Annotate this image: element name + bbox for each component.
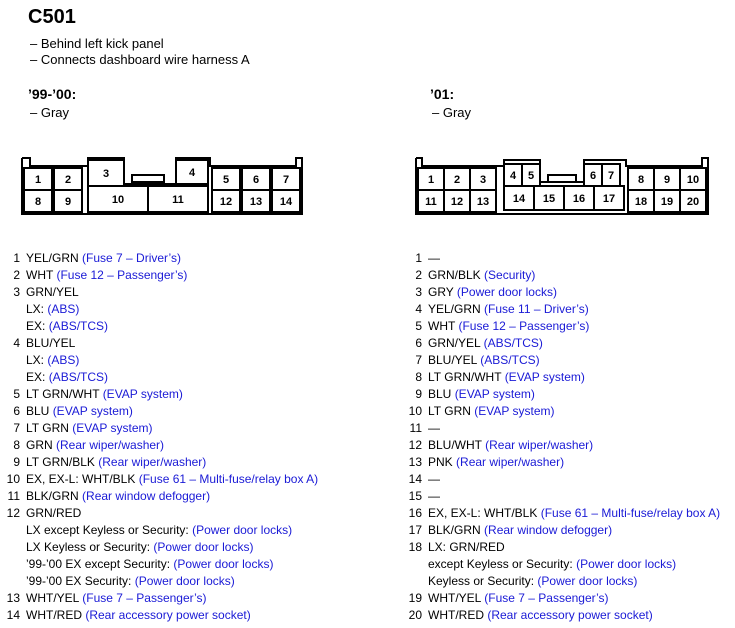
- pin-number: 19: [408, 591, 422, 605]
- pin-number: 1: [13, 251, 20, 265]
- pin-number: 14: [408, 472, 422, 486]
- wire-color: WHT/RED: [428, 608, 484, 622]
- variant-description: (Power door locks): [153, 540, 254, 554]
- circuit-description: (Rear window defogger): [82, 489, 211, 503]
- pin-number: 4: [13, 336, 20, 350]
- wire-color: EX, EX-L: WHT/BLK: [26, 472, 136, 486]
- variant-description: (Power door locks): [173, 557, 274, 571]
- pin-number: 13: [408, 455, 422, 469]
- pin-row: [402, 318, 735, 335]
- cavity-number: 6: [252, 174, 260, 186]
- pin-number: 15: [408, 489, 422, 503]
- right-section-title: ’01:: [430, 86, 455, 102]
- circuit-description: (Rear wiper/washer): [485, 438, 594, 452]
- cavity-number: 14: [279, 196, 293, 208]
- cavity-number: 12: [219, 196, 233, 208]
- cavity-number: 17: [602, 193, 616, 205]
- variant-label: EX:: [26, 319, 46, 333]
- cavity-number: 20: [686, 196, 700, 208]
- pin-row: [0, 454, 380, 471]
- cavity-number: 5: [527, 170, 535, 182]
- pin-number: 18: [408, 540, 422, 554]
- cavity-number: 5: [222, 174, 230, 186]
- circuit-description: (Fuse 61 – Multi-fuse/relay box A): [540, 506, 721, 520]
- pin-number: 8: [13, 438, 20, 452]
- wire-color: LT GRN/BLK: [26, 455, 95, 469]
- circuit-description: (Rear accessory power socket): [85, 608, 251, 622]
- circuit-description: (Rear window defogger): [484, 523, 613, 537]
- cavity-number: 14: [512, 193, 526, 205]
- circuit-description: (Fuse 11 – Driver’s): [484, 302, 589, 316]
- pin-row: [402, 403, 735, 420]
- variant-label: LX Keyless or Security:: [26, 540, 151, 554]
- circuit-description: (EVAP system): [474, 404, 555, 418]
- pin-row: [0, 471, 380, 488]
- pin-row: [402, 437, 735, 454]
- pin-row: [402, 420, 735, 437]
- variant-description: (ABS): [47, 353, 80, 367]
- cavity-number: 10: [686, 174, 700, 186]
- circuit-description: (EVAP system): [102, 387, 183, 401]
- pin-variant: [402, 556, 735, 573]
- wire-color: GRY: [428, 285, 454, 299]
- right-connector-face: [416, 158, 708, 214]
- pin-row: [402, 386, 735, 403]
- pin-row: [402, 250, 735, 267]
- pin-row: [0, 420, 380, 437]
- pin-row: [0, 607, 380, 624]
- pin-row: [0, 488, 380, 505]
- wire-color: BLU/YEL: [428, 353, 477, 367]
- pin-number: 7: [415, 353, 422, 367]
- pin-number: 2: [13, 268, 20, 282]
- pin-number: 4: [415, 302, 422, 316]
- circuit-description: (Fuse 7 – Driver’s): [82, 251, 181, 265]
- cavity-number: 2: [453, 174, 461, 186]
- pin-variant: [0, 301, 380, 318]
- connector-diagrams: [0, 0, 735, 240]
- variant-description: (Power door locks): [192, 523, 293, 537]
- pin-row: [0, 386, 380, 403]
- wire-color: YEL/GRN: [26, 251, 79, 265]
- wire-color: LT GRN/WHT: [428, 370, 502, 384]
- pin-number: 2: [415, 268, 422, 282]
- pin-row: [402, 590, 735, 607]
- wire-color: GRN/YEL: [26, 285, 79, 299]
- circuit-description: (EVAP system): [454, 387, 535, 401]
- cavity-number: 19: [660, 196, 674, 208]
- wire-color: GRN/YEL: [428, 336, 481, 350]
- pin-variant: [0, 573, 380, 590]
- pin-row: [402, 454, 735, 471]
- variant-description: (Power door locks): [576, 557, 677, 571]
- cavity-number: 7: [607, 170, 615, 182]
- pin-row: [402, 505, 735, 522]
- pin-number: 5: [13, 387, 20, 401]
- cavity-number: 8: [34, 196, 42, 208]
- wire-color: GRN: [26, 438, 53, 452]
- circuit-description: (Power door locks): [456, 285, 557, 299]
- wire-color: LT GRN: [428, 404, 471, 418]
- wire-color: BLK/GRN: [26, 489, 79, 503]
- circuit-description: (EVAP system): [52, 404, 133, 418]
- pin-number: 7: [13, 421, 20, 435]
- harness-note: – Connects dashboard wire harness A: [30, 52, 250, 67]
- cavity-number: 1: [427, 174, 435, 186]
- circuit-description: (Rear wiper/washer): [98, 455, 207, 469]
- wire-color: —: [428, 489, 440, 503]
- variant-label: Keyless or Security:: [428, 574, 535, 588]
- variant-label: except Keyless or Security:: [428, 557, 573, 571]
- cavity-number: 13: [249, 196, 263, 208]
- right-color-note: – Gray: [432, 105, 472, 120]
- cavity-number: 2: [64, 174, 72, 186]
- pin-row: [402, 267, 735, 284]
- wire-color: BLU: [428, 387, 452, 401]
- pin-row: [0, 590, 380, 607]
- circuit-description: (Rear accessory power socket): [487, 608, 653, 622]
- cavity-number: 13: [476, 196, 490, 208]
- connector-latch: [548, 175, 576, 182]
- pin-number: 11: [7, 489, 20, 503]
- circuit-description: (Fuse 12 – Passenger’s): [458, 319, 590, 333]
- pin-number: 16: [408, 506, 422, 520]
- variant-label: EX:: [26, 370, 46, 384]
- wire-color: BLK/GRN: [428, 523, 481, 537]
- pin-number: 11: [409, 421, 422, 435]
- pin-variant: [0, 556, 380, 573]
- wire-color: PNK: [428, 455, 453, 469]
- pin-row: [402, 284, 735, 301]
- wire-color: BLU/YEL: [26, 336, 76, 350]
- circuit-description: (Security): [484, 268, 536, 282]
- circuit-description: (Fuse 7 – Passenger’s): [484, 591, 609, 605]
- pin-row: [402, 335, 735, 352]
- variant-label: LX:: [26, 302, 45, 316]
- pin-number: 1: [415, 251, 422, 265]
- wire-color: LX: GRN/RED: [428, 540, 505, 554]
- pin-number: 5: [415, 319, 422, 333]
- wire-color: —: [428, 251, 440, 265]
- cavity-number: 10: [111, 194, 125, 206]
- pin-number: 3: [415, 285, 422, 299]
- pin-number: 20: [408, 608, 422, 622]
- pin-row: [402, 539, 735, 590]
- wire-color: WHT/YEL: [26, 591, 79, 605]
- pin-row: [0, 437, 380, 454]
- variant-description: (Power door locks): [537, 574, 638, 588]
- circuit-description: (ABS/TCS): [480, 353, 540, 367]
- wire-color: —: [428, 421, 440, 435]
- wire-color: GRN/RED: [26, 506, 82, 520]
- pin-row: [402, 522, 735, 539]
- cavity-number: 4: [509, 170, 517, 182]
- pin-row: [402, 607, 735, 624]
- cavity-number: 3: [479, 174, 487, 186]
- variant-label: ’99-’00 EX Security:: [26, 574, 132, 588]
- connector-title: C501: [28, 6, 76, 28]
- wire-color: GRN/BLK: [428, 268, 481, 282]
- left-pin-list: [0, 250, 380, 624]
- cavity-number: 7: [282, 174, 290, 186]
- pin-variant: [0, 352, 380, 369]
- pin-row: [402, 352, 735, 369]
- circuit-description: (EVAP system): [72, 421, 153, 435]
- circuit-description: (Fuse 12 – Passenger’s): [56, 268, 188, 282]
- cavity-number: 9: [64, 196, 72, 208]
- pin-row: [0, 284, 380, 335]
- wire-color: LT GRN: [26, 421, 69, 435]
- pin-number: 9: [13, 455, 20, 469]
- circuit-description: (Fuse 61 – Multi-fuse/relay box A): [138, 472, 319, 486]
- pin-number: 10: [6, 472, 20, 486]
- pin-number: 6: [415, 336, 422, 350]
- cavity-number: 1: [34, 174, 42, 186]
- pin-number: 13: [6, 591, 20, 605]
- variant-label: LX:: [26, 353, 45, 367]
- wire-color: —: [428, 472, 440, 486]
- wire-color: BLU: [26, 404, 50, 418]
- variant-description: (Power door locks): [134, 574, 235, 588]
- pin-row: [402, 369, 735, 386]
- wire-color: WHT/YEL: [428, 591, 481, 605]
- pin-number: 12: [408, 438, 422, 452]
- connector-latch: [132, 175, 164, 182]
- cavity-number: 8: [637, 174, 645, 186]
- pin-row: [0, 250, 380, 267]
- right-pin-list: [402, 250, 735, 624]
- pin-number: 8: [415, 370, 422, 384]
- left-color-note: – Gray: [30, 105, 70, 120]
- wire-color: WHT: [428, 319, 456, 333]
- cavity-number: 11: [425, 196, 437, 208]
- cavity-number: 11: [172, 194, 184, 206]
- pin-number: 10: [408, 404, 422, 418]
- cavity-number: 6: [589, 170, 597, 182]
- variant-label: ’99-’00 EX except Security:: [26, 557, 171, 571]
- cavity-number: 4: [188, 167, 196, 179]
- wire-color: WHT/RED: [26, 608, 82, 622]
- variant-description: (ABS): [47, 302, 80, 316]
- pin-variant: [0, 539, 380, 556]
- pin-number: 17: [408, 523, 422, 537]
- left-section-title: ’99-’00:: [28, 86, 77, 102]
- cavity-number: 9: [663, 174, 671, 186]
- pin-row: [402, 301, 735, 318]
- pin-variant: [0, 369, 380, 386]
- circuit-description: (Rear wiper/washer): [56, 438, 165, 452]
- cavity-number: 15: [542, 193, 556, 205]
- pin-number: 14: [6, 608, 20, 622]
- wire-color: BLU/WHT: [428, 438, 482, 452]
- cavity-number: 12: [450, 196, 464, 208]
- variant-description: (ABS/TCS): [48, 319, 109, 333]
- pin-number: 12: [6, 506, 20, 520]
- pin-row: [402, 471, 735, 488]
- pin-number: 9: [415, 387, 422, 401]
- wire-color: YEL/GRN: [428, 302, 481, 316]
- pin-variant: [0, 318, 380, 335]
- wire-color: WHT: [26, 268, 54, 282]
- cavity-number: 18: [634, 196, 648, 208]
- pin-variant: [0, 522, 380, 539]
- variant-description: (ABS/TCS): [48, 370, 109, 384]
- circuit-description: (Fuse 7 – Passenger’s): [82, 591, 207, 605]
- pin-number: 6: [13, 404, 20, 418]
- cavity-number: 16: [572, 193, 586, 205]
- circuit-description: (Rear wiper/washer): [456, 455, 565, 469]
- pin-row: [0, 505, 380, 590]
- wire-color: EX, EX-L: WHT/BLK: [428, 506, 538, 520]
- cavity-number: 3: [102, 168, 110, 180]
- variant-label: LX except Keyless or Security:: [26, 523, 189, 537]
- location-note: – Behind left kick panel: [30, 36, 164, 51]
- circuit-description: (ABS/TCS): [483, 336, 543, 350]
- pin-row: [402, 488, 735, 505]
- pin-row: [0, 267, 380, 284]
- pin-variant: [402, 573, 735, 590]
- wire-color: LT GRN/WHT: [26, 387, 100, 401]
- pin-row: [0, 335, 380, 386]
- pin-row: [0, 403, 380, 420]
- left-connector-face: [22, 158, 302, 214]
- circuit-description: (EVAP system): [504, 370, 585, 384]
- pin-number: 3: [13, 285, 20, 299]
